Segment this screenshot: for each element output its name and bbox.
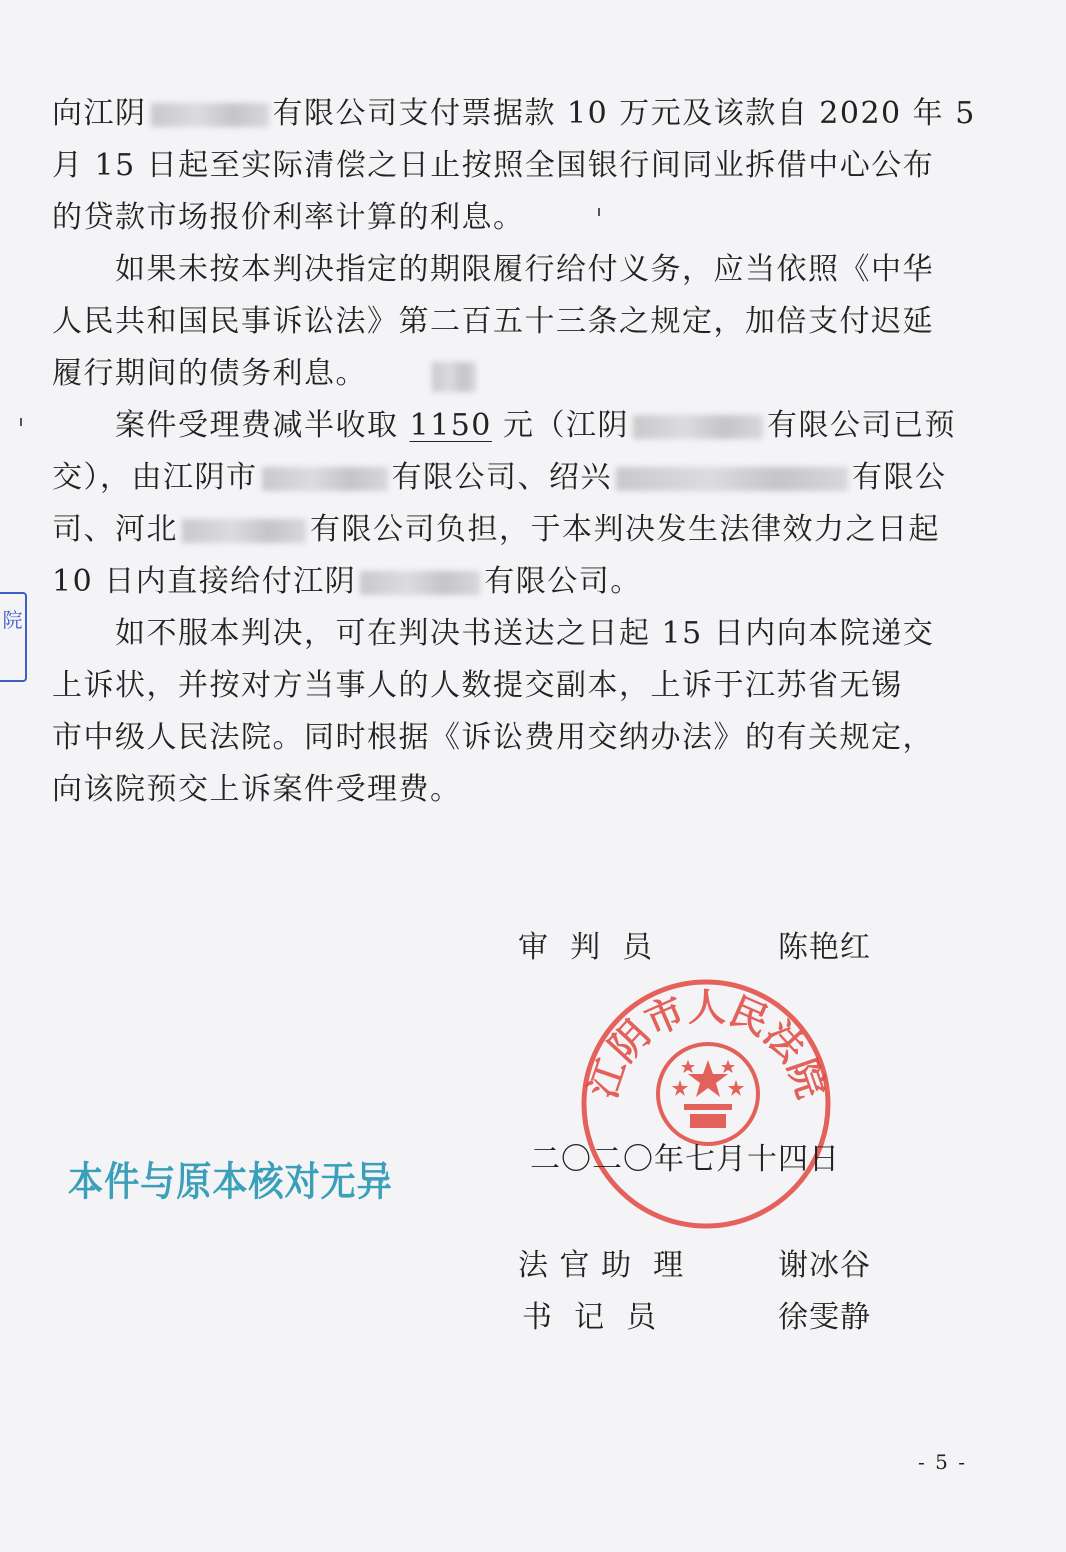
text-segment: 元（江阴 [491,408,629,443]
body-line-12 [52,660,957,712]
text-segment: 向该院预交上诉案件受理费。 [52,772,462,807]
redacted-mark [432,362,476,392]
judgment-date: 二〇二〇年七月十四日 [530,1142,840,1177]
body-line-5 [52,296,957,348]
body-line-10 [52,556,957,608]
redacted-name [633,415,763,439]
body-line-2 [52,140,957,192]
redacted-name [262,467,388,491]
text-segment: 10 日内直接给付江阴 [52,564,357,599]
text-segment: 有限公 [852,460,947,495]
text-segment: 月 15 日起至实际清偿之日止按照全国银行间同业拆借中心公布 [52,148,935,183]
redacted-name [182,519,306,543]
text-segment: 有限公司。 [484,564,642,599]
text-segment: 上诉状，并按对方当事人的人数提交副本，上诉于江苏省无锡 [52,668,903,703]
text-segment: 履行期间的债务利息。 [52,356,367,391]
clerk-name: 徐雯静 [778,1300,871,1335]
scan-speck [598,208,600,216]
body-line-4 [52,244,957,296]
text-segment: 案件受理费减半收取 [52,408,410,443]
body-line-1 [52,88,976,140]
text-segment: 市中级人民法院。同时根据《诉讼费用交纳办法》的有关规定， [52,720,934,755]
text-segment: 司、河北 [52,512,178,547]
body-line-8 [52,452,957,504]
judge-title: 审 判 员 [518,930,654,965]
redacted-name [616,467,848,491]
body-line-6 [52,348,957,400]
body-line-7 [52,400,957,452]
page-number: - 5 - [918,1450,967,1474]
clerk-title: 书 记 员 [522,1300,658,1335]
body-line-14 [52,764,957,816]
body-line-11 [52,608,957,660]
text-segment: 如果未按本判决指定的期限履行给付义务，应当依照《中华 [52,252,934,287]
assistant-title: 法 官 助 理 [518,1248,685,1283]
text-segment: 向江阴 [52,96,147,131]
assistant-name: 谢冰谷 [778,1248,871,1283]
seal-text: 江阴市人民法院 [580,985,834,1104]
text-segment: 的贷款市场报价利率计算的利息。 [52,200,525,235]
text-segment: 如不服本判决，可在判决书送达之日起 15 日内向本院递交 [52,616,935,651]
body-line-3 [52,192,957,244]
edge-stamp-char: 院 [2,608,23,632]
redacted-name [360,571,480,595]
text-segment: 有限公司、绍兴 [391,460,612,495]
redacted-name [151,103,269,127]
text-segment: 有限公司负担，于本判决发生法律效力之日起 [310,512,940,547]
text-segment: 有限公司已预 [766,408,956,443]
court-seal [576,976,836,1232]
body-line-13 [52,712,957,764]
certification-stamp: 本件与原本核对无异 [68,1159,393,1205]
judge-name: 陈艳红 [778,930,871,965]
text-segment: 人民共和国民事诉讼法》第二百五十三条之规定，加倍支付迟延 [52,304,934,339]
edge-stamp [0,592,27,682]
text-segment: 有限公司支付票据款 10 万元及该款自 2020 年 5 [272,96,976,131]
text-segment: 交），由江阴市 [52,460,258,495]
body-line-9 [52,504,957,556]
scan-speck [20,418,22,426]
national-emblem-icon [658,1044,758,1144]
fee-amount: 1150 [409,408,492,443]
